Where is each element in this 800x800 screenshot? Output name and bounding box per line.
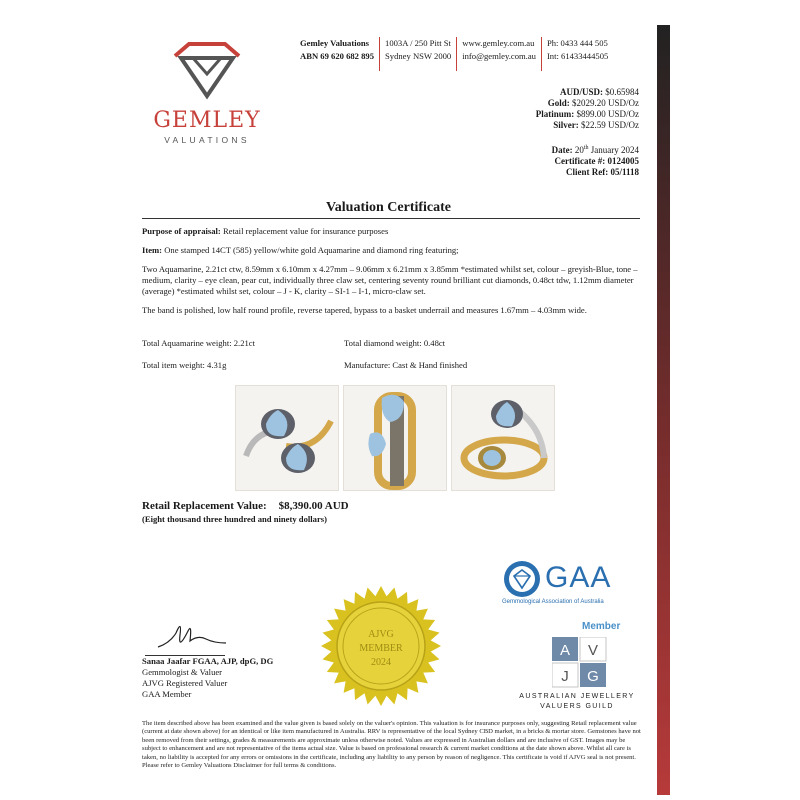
ring-photo-front — [235, 385, 339, 491]
contact-web — [457, 37, 542, 71]
ajvg-name — [512, 692, 642, 712]
ring-photo-angle — [451, 385, 555, 491]
contact-phone — [542, 37, 613, 71]
diamond-weight: Total diamond weight: 0.48ct — [344, 338, 446, 348]
document-title: Valuation Certificate — [325, 200, 452, 215]
ajvg-line-2: VALUERS GUILD — [540, 703, 614, 710]
date-row: Date: 20th January 2024 — [551, 145, 639, 155]
rrv-label: Retail Replacement Value: — [142, 500, 267, 512]
gaa-fullname: Gemmological Association of Australia — [502, 599, 604, 605]
ring-photo-side — [343, 385, 447, 491]
rate-row: Platinum: $899.00 USD/Oz — [535, 109, 639, 119]
contact-company — [295, 37, 380, 71]
valuer-block — [142, 656, 273, 700]
member-label: Member — [582, 621, 621, 632]
company-abn: ABN 69 620 682 895 — [300, 51, 375, 61]
ajvg-seal-icon — [320, 585, 442, 707]
rate-row: AUD/USD: $0.65984 — [559, 87, 639, 97]
brand-name: GEMLEY — [153, 108, 261, 133]
retail-replacement-value — [142, 500, 349, 512]
aquamarine-weight: Total Aquamarine weight: 2.21ct — [142, 338, 255, 348]
title-divider — [142, 218, 640, 219]
gaa-emblem-icon — [501, 559, 543, 599]
seal-text-1: AJVG — [368, 629, 394, 640]
seal-text-2: MEMBER — [359, 643, 403, 654]
ajvg-letter-j: J — [561, 668, 569, 685]
address-line-2: Sydney NSW 2000 — [385, 51, 452, 61]
certificate-page — [137, 25, 657, 795]
ajvg-letter-g: G — [587, 668, 599, 685]
item-row — [142, 360, 642, 370]
stone-description: Two Aquamarine, 2.21ct ctw, 8.59mm x 6.10mm x 4.27mm – 9.06mm x 6.21mm x 3.85mm *estimated whilst set, colour – greyish-Blue, tone – medium, clarity – eye clean, pear cut, individually three claw set, centering seventy round brilliant cut diamonds, 0.48ct tdw, 1.12mm diameter (average) *estimated whilst set, colour – J - K, clarity – SI-1 – I-1, micro-claw set. — [142, 264, 638, 296]
certificate-refs — [552, 143, 639, 178]
email-link[interactable]: info@gemley.com.au — [462, 51, 536, 61]
valuer-signature — [152, 613, 232, 653]
disclaimer-text: The item described above has been examined and the value given is based solely on the valuer's opinion. This valuation is for insurance purposes only, suggesting Retail replacement value (current at date shown above) for an identical or like item manufactured in Australia. RRV is representative of the local Sydney CBD market, in a bricks & mortar store. Gemstones have not been removed from their settings, grades & measurements are approximate unless otherwise noted. Values are expressed in Australian dollars and are inclusive of GST. Images may be subject to enhancement and are not representative of the items actual size. Value is based on professional research & current market conditions at the date shown above. Whilst all care is taken, no liability is accepted for any errors or omissions in the certificate, including any liability to any person by reason of negligence. This certificate is void if AJVG seal is not present. Please refer to Gemley Valuations Disclaimer for full terms & conditions. — [142, 720, 641, 770]
description-body — [142, 226, 642, 324]
purpose-paragraph: Purpose of appraisal: Retail replacement value for insurance purposes — [142, 226, 389, 236]
website-link[interactable]: www.gemley.com.au — [462, 38, 535, 48]
seal-text-3: 2024 — [371, 657, 391, 668]
ajvg-letter-v: V — [587, 642, 599, 659]
client-ref-row: Client Ref: 05/1118 — [565, 167, 639, 177]
rate-row: Silver: $22.59 USD/Oz — [553, 120, 639, 130]
page-edge-bar — [657, 25, 670, 795]
brand-sub: VALUATIONS — [164, 135, 250, 145]
valuer-role: Gemmologist & Valuer — [142, 667, 223, 677]
company-name: Gemley Valuations — [300, 38, 369, 48]
gemley-logo — [147, 40, 267, 165]
valuer-role: AJVG Registered Valuer — [142, 678, 228, 688]
metal-rates — [536, 87, 639, 131]
item-weight: Total item weight: 4.31g — [142, 360, 227, 370]
intl-number: Int: 61433444505 — [546, 51, 609, 61]
gaa-wordmark: GAA — [545, 561, 612, 594]
ring-photos — [235, 385, 555, 491]
item-paragraph: Item: One stamped 14CT (585) yellow/white gold Aquamarine and diamond ring featuring; — [142, 245, 459, 255]
ajvg-logo-icon — [552, 637, 607, 689]
valuer-role: GAA Member — [142, 689, 192, 699]
gaa-logo — [499, 559, 639, 609]
rrv-in-words: (Eight thousand three hundred and ninety dollars) — [142, 514, 327, 524]
ajvg-line-1: AUSTRALIAN JEWELLERY — [519, 693, 635, 700]
band-description: The band is polished, low half round profile, reverse tapered, bypass to a basket underrail and measures 1.67mm – 4.03mm wide. — [142, 305, 587, 315]
gem-icon — [167, 40, 247, 102]
cert-number-row: Certificate #: 0124005 — [554, 156, 639, 166]
valuer-name: Sanaa Jaafar FGAA, AJP, dpG, DG — [142, 656, 274, 666]
manufacture: Manufacture: Cast & Hand finished — [344, 360, 468, 370]
address-line-1: 1003A / 250 Pitt St — [385, 38, 451, 48]
rrv-amount: $8,390.00 AUD — [278, 500, 349, 512]
rate-row: Gold: $2029.20 USD/Oz — [547, 98, 639, 108]
ajvg-letter-a: A — [559, 642, 571, 659]
phone-number: Ph: 0433 444 505 — [546, 38, 608, 48]
weights-row — [142, 338, 642, 348]
contact-address — [380, 37, 457, 71]
contact-header — [295, 37, 655, 71]
